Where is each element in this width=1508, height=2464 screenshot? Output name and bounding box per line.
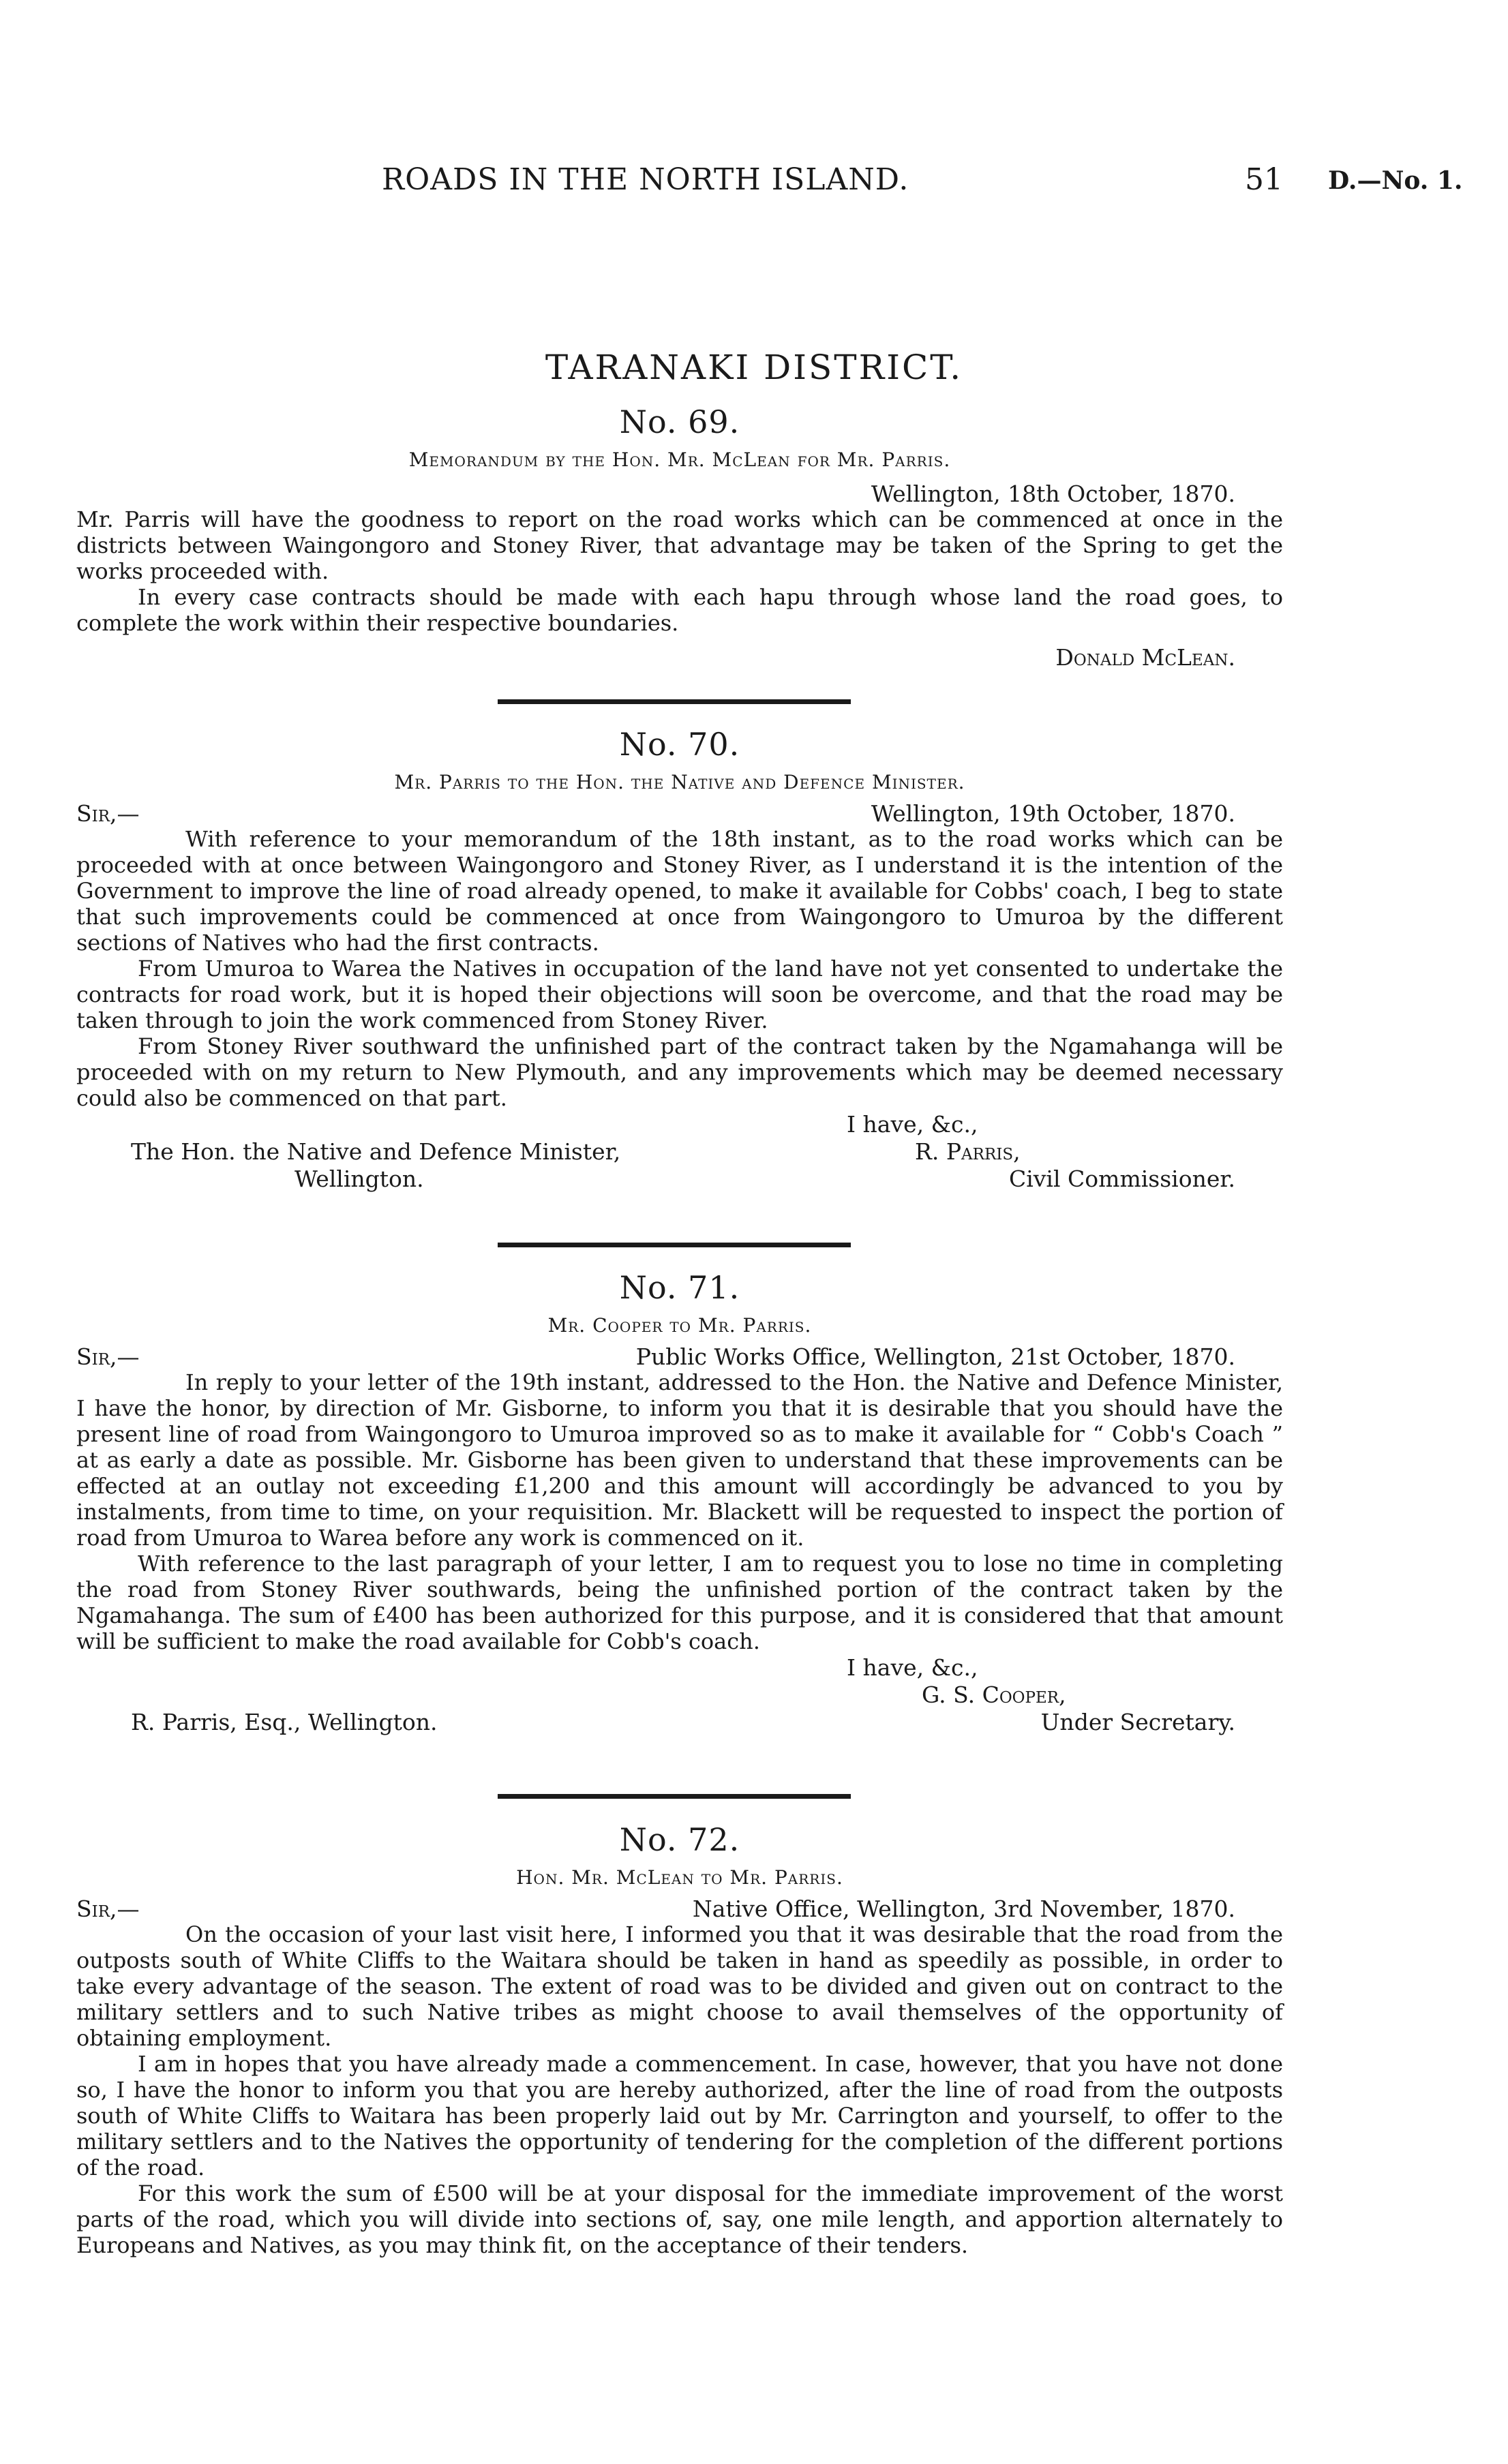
letter-heading: Mr. Parris to the Hon. the Native and Defence Minister. bbox=[394, 771, 965, 793]
addressee-city: Wellington. bbox=[295, 1166, 424, 1192]
signature-title: Under Secretary. bbox=[1040, 1709, 1235, 1735]
letter-heading: Hon. Mr. McLean to Mr. Parris. bbox=[516, 1866, 843, 1889]
letter-number: No. 70. bbox=[619, 726, 740, 763]
paragraph: In every case contracts should be made with each hapu through whose land the road goes, to complete the work within their respective boundaries. bbox=[76, 584, 1283, 636]
closing-row bbox=[76, 1654, 1283, 1682]
closing: I have, &c., bbox=[847, 1654, 978, 1681]
addressee: R. Parris, Esq., Wellington. bbox=[131, 1709, 438, 1735]
page-number: 51 bbox=[1245, 162, 1283, 197]
salutation: Sir,— bbox=[76, 1343, 140, 1370]
paragraph: On the occasion of your last visit here, I informed you that it was desirable that the road from the outposts south of White Cliffs to the Waitara should be taken in hand as speedily as possible, in order to take every advantage of the season. The extent of road was to be divided and given out on contract to the military settlers and to such Native tribes as might choose to avail themselves of the opportunity of obtaining employment. bbox=[76, 1921, 1283, 2051]
section-divider bbox=[498, 1243, 851, 1247]
signature-row bbox=[76, 1682, 1283, 1709]
dateline: Public Works Office, Wellington, 21st October, 1870. bbox=[635, 1343, 1235, 1370]
letter-heading: Mr. Cooper to Mr. Parris. bbox=[547, 1314, 812, 1337]
addressee-row bbox=[76, 1166, 1283, 1193]
salutation: Sir,— bbox=[76, 1896, 140, 1922]
addressee-row bbox=[76, 1709, 1283, 1736]
letter-69 bbox=[76, 404, 1283, 671]
dateline-row bbox=[76, 1343, 1283, 1369]
paragraph: I am in hopes that you have already made a commencement. In case, however, that you have not done so, I have the honor to inform you that you are hereby authorized, after the line of road from the outposts south of White Cliffs to Waitara has been properly laid out by Mr. Carrington and yourself, to offer to the military settlers and to the Natives the opportunity of tendering for the completion of the different portions of the road. bbox=[76, 2051, 1283, 2180]
dateline: Native Office, Wellington, 3rd November, 1870. bbox=[692, 1896, 1235, 1922]
signature-title: Civil Commissioner. bbox=[1008, 1166, 1235, 1192]
section-divider bbox=[498, 1794, 851, 1799]
paragraph: Mr. Parris will have the goodness to report on the road works which can be commenced at once in the districts between Waingongoro and Stoney River, that advantage may be taken of the Spring to get the works proceeded with. bbox=[76, 506, 1283, 584]
dateline-row bbox=[76, 481, 1283, 506]
document-reference: D.—No. 1. bbox=[1328, 166, 1463, 195]
paragraph: With reference to the last paragraph of your letter, I am to request you to lose no time in completing the road from Stoney River southwards, being the unfinished portion of the contract taken by the Ngamahanga. The sum of £400 has been authorized for this purpose, and it is considered that that amount will be sufficient to make the road available for Cobb's coach. bbox=[76, 1551, 1283, 1654]
signature: R. Parris, bbox=[915, 1138, 1021, 1165]
letter-number: No. 71. bbox=[619, 1269, 740, 1306]
letter-number: No. 72. bbox=[619, 1821, 740, 1858]
signature: G. S. Cooper, bbox=[922, 1682, 1066, 1708]
section-divider bbox=[498, 699, 851, 704]
paragraph: In reply to your letter of the 19th instant, addressed to the Hon. the Native and Defence Minister, I have the honor, by direction of Mr. Gisborne, to inform you that it is desirable that you should have the present line of road from Waingongoro to Umuroa improved so as to make it available for “ Cobb's Coach ” at as early a date as possible. Mr. Gisborne has been given to understand that these improvements can be effected at an outlay not exceeding £1,200 and this amount will accordingly be advanced to you by instalments, from time to time, on your requisition. Mr. Blackett will be requested to inspect the portion of road from Umuroa to Warea before any work is commenced on it. bbox=[76, 1369, 1283, 1551]
addressee: The Hon. the Native and Defence Minister, bbox=[131, 1138, 621, 1165]
letter-72 bbox=[76, 1821, 1283, 2258]
dateline-row bbox=[76, 800, 1283, 826]
signature: Donald McLean. bbox=[1055, 644, 1235, 671]
letter-number: No. 69. bbox=[619, 404, 740, 440]
paragraph: With reference to your memorandum of the 18th instant, as to the road works which can be proceeded with at once between Waingongoro and Stoney River, as I understand it is the intention of the Government to improve the line of road already opened, to make it available for Cobbs' coach, I beg to state that such improvements could be commenced at once from Waingongoro to Umuroa by the different sections of Natives who had the first contracts. bbox=[76, 826, 1283, 956]
paragraph: From Umuroa to Warea the Natives in occupation of the land have not yet consented to undertake the contracts for road work, but it is hoped their objections will soon be overcome, and that the road may be taken through to join the work commenced from Stoney River. bbox=[76, 956, 1283, 1033]
paragraph: From Stoney River southward the unfinished part of the contract taken by the Ngamahanga will be proceeded with on my return to New Plymouth, and any improvements which may be deemed necessary could also be commenced on that part. bbox=[76, 1033, 1283, 1111]
letter-70 bbox=[76, 726, 1283, 1193]
signature-row bbox=[76, 644, 1283, 671]
salutation: Sir,— bbox=[76, 800, 140, 827]
dateline: Wellington, 18th October, 1870. bbox=[871, 481, 1235, 507]
running-header-title: ROADS IN THE NORTH ISLAND. bbox=[382, 162, 909, 197]
paragraph: For this work the sum of £500 will be at your disposal for the immediate improvement of the worst parts of the road, which you will divide into sections of, say, one mile length, and apportion alternately to Europeans and Natives, as you may think fit, on the acceptance of their tenders. bbox=[76, 2180, 1283, 2258]
letter-71 bbox=[76, 1269, 1283, 1736]
closing: I have, &c., bbox=[847, 1111, 978, 1138]
district-title: TARANAKI DISTRICT. bbox=[545, 348, 963, 387]
addressee-row bbox=[76, 1138, 1283, 1166]
dateline: Wellington, 19th October, 1870. bbox=[871, 800, 1235, 827]
letter-heading: Memorandum by the Hon. Mr. McLean for Mr. Parris. bbox=[408, 448, 951, 471]
closing-row bbox=[76, 1111, 1283, 1138]
dateline-row bbox=[76, 1896, 1283, 1921]
